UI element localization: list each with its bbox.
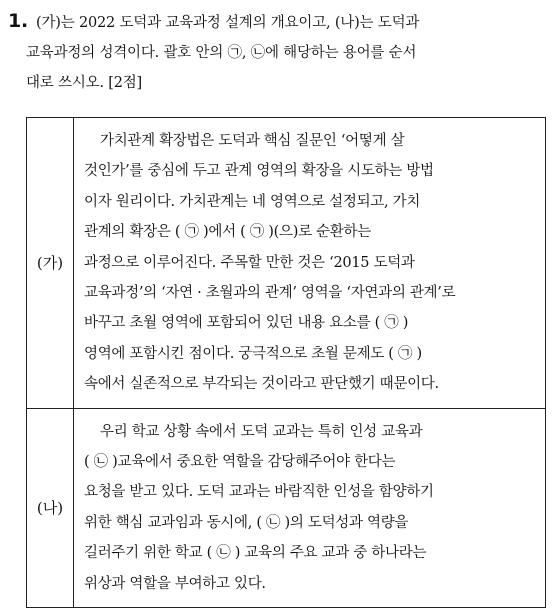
passage-b-line: ( ㉡ )교육에서 중요한 역할을 감당해주어야 한다는 [84, 454, 396, 471]
passage-row-b [27, 408, 546, 607]
question-block [8, 6, 546, 98]
question-line-2: 교육과정의 성격이다. 괄호 안의 ㉠, ㉡에 해당하는 용어를 순서 [26, 45, 417, 61]
passage-content-b [74, 408, 546, 607]
passage-b-line: 위상과 역할을 부여하고 있다. [84, 575, 266, 592]
passage-a-line: 가치관계 확장법은 도덕과 핵심 질문인 ‘어떻게 살 [100, 133, 405, 149]
question-line-3: 대로 쓰시오. [2점] [26, 75, 143, 91]
question-line-1 [8, 6, 546, 38]
passage-label-b: (나) [27, 408, 74, 607]
passage-table [26, 117, 546, 608]
passage-a-line: 교육과정’의 ‘자연 · 초월과의 관계’ 영역을 ‘자연과의 관계’로 [84, 285, 456, 302]
passage-a-line: 속에서 실존적으로 부각되는 것이라고 판단했기 때문이다. [84, 376, 439, 393]
passage-b-line: 우리 학교 상황 속에서 도덕 교과는 특히 인성 교육과 [100, 423, 423, 440]
passage-content-a [74, 118, 546, 409]
question-text-1: (가)는 2022 도덕과 교육과정 설계의 개요이고, (나)는 도덕과 [36, 15, 420, 31]
passage-a-line: 바꾸고 초월 영역에 포함되어 있던 내용 요소를 ( ㉠ ) [84, 315, 409, 332]
passage-a-line: 것인가’를 중심에 두고 관계 영역의 확장을 시도하는 방법 [84, 163, 434, 180]
passage-row-a [27, 118, 546, 409]
passage-a-line: 과정으로 이루어진다. 주목할 만한 것은 ‘2015 도덕과 [84, 254, 415, 271]
passage-a-line: 영역에 포함시킨 점이다. 궁극적으로 초월 문제도 ( ㉠ ) [84, 345, 422, 362]
passage-a-line: 이자 원리이다. 가치관계는 네 영역으로 설정되고, 가치 [84, 193, 421, 210]
passage-b-line: 위한 핵심 교과임과 동시에, ( ㉡ )의 도덕성과 역량을 [84, 514, 409, 531]
passage-a-line: 관계의 확장은 ( ㉠ )에서 ( ㉠ )(으)로 순환하는 [84, 224, 371, 241]
passage-b-line: 길러주기 위한 학교 ( ㉡ ) 교육의 주요 교과 중 하나라는 [84, 545, 427, 562]
passage-label-a: (가) [27, 118, 74, 409]
question-number: 1. [8, 10, 29, 32]
passage-b-line: 요청을 받고 있다. 도덕 교과는 바람직한 인성을 함양하기 [84, 484, 434, 501]
